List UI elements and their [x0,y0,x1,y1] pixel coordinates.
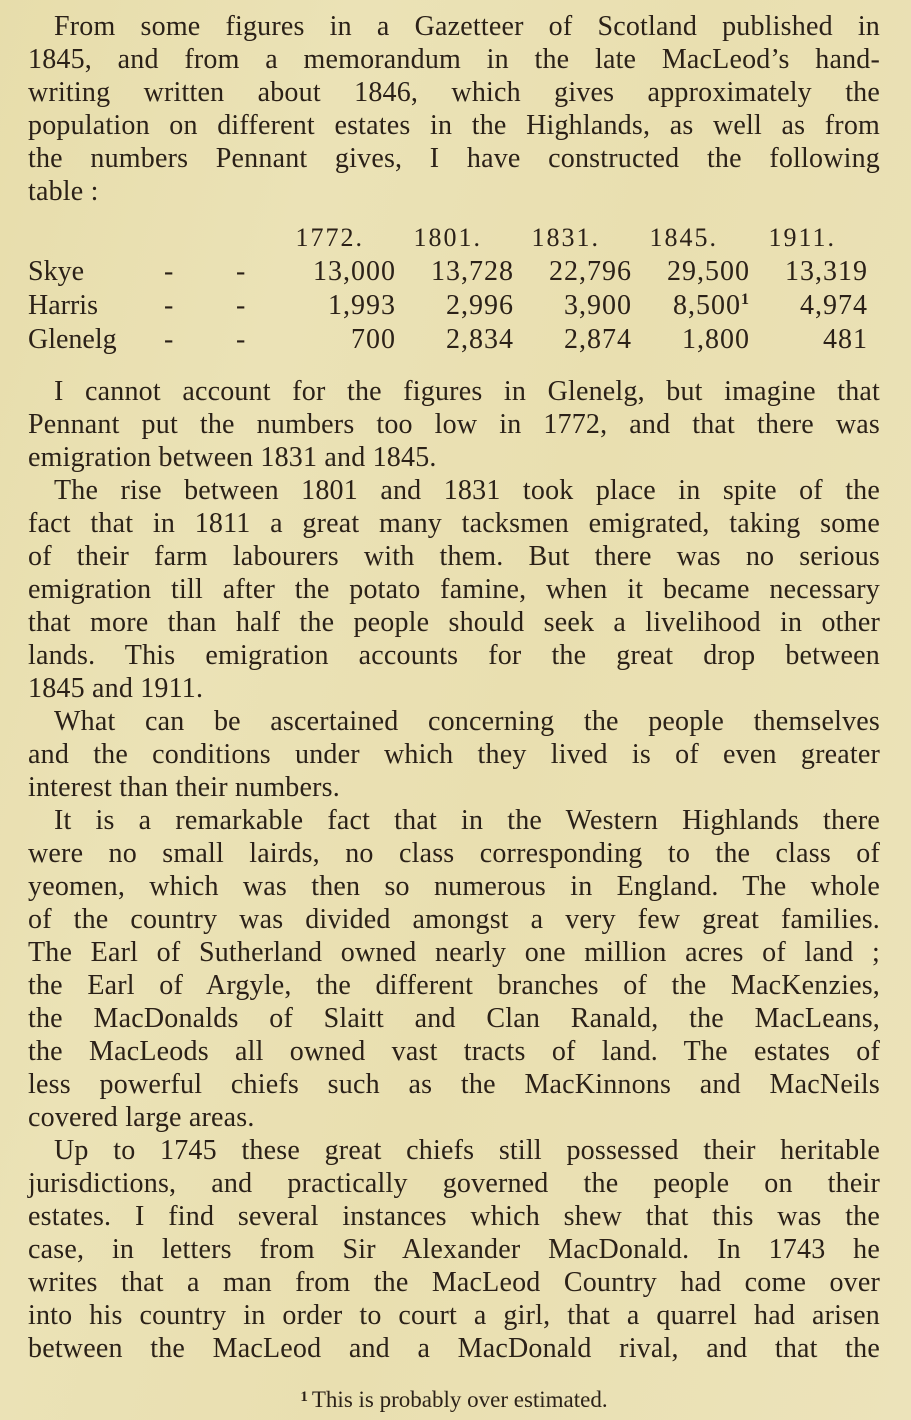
text-line: were no small lairds, no class corresponding to the class of [28,838,880,869]
text-line: into his country in order to court a girl, that a quarrel had arisen [28,1300,880,1331]
table-spacer [28,221,146,255]
paragraph [28,804,880,1134]
text-line: I cannot account for the figures in Glenelg, but imagine that [54,376,880,407]
text-line: interest than their numbers. [28,772,340,803]
text-line: It is a remarkable fact that in the Western Highlands there [54,805,880,836]
population-value: 481 [823,324,868,355]
text-line: yeomen, which was then so numerous in England. The whole [28,871,880,902]
text-line: 1845 and 1911. [28,673,204,704]
population-value: 22,796 [549,256,632,287]
population-value: 13,728 [431,256,514,287]
year-header: 1845. [649,223,718,252]
text-line: writes that a man from the MacLeod Country had come over [28,1267,880,1298]
population-value: 2,874 [564,324,632,355]
text-line: estates. I find several instances which shew that this was the [28,1201,880,1232]
text-line: that more than half the people should seek a livelihood in other [28,607,880,638]
text-line: covered large areas. [28,1102,255,1133]
footnote-marker: 1 [741,291,750,308]
footnote-text: This is probably over estimated. [311,1387,608,1412]
text-line: case, in letters from Sir Alexander MacDonald. In 1743 he [28,1234,880,1265]
content [28,10,880,1365]
footnote-marker: 1 [300,1389,308,1405]
year-header: 1801. [413,223,482,252]
text-line: table : [28,176,99,207]
paragraph [28,1134,880,1365]
dash-separator: - [236,324,246,355]
paragraph [28,375,880,474]
text-line: writing written about 1846, which gives approximately the [28,77,880,108]
dash-separator: - [236,256,246,287]
text-line: the MacLeods all owned vast tracts of land. The estates of [28,1036,880,1067]
text-line: of the country was divided amongst a very few great families. [28,904,880,935]
dash-separator: - [236,290,246,321]
text-line: jurisdictions, and practically governed the people on their [28,1168,880,1199]
dash-separator: - [164,256,174,287]
footnote [28,1383,880,1414]
year-header: 1831. [531,223,600,252]
population-value: 29,500 [667,256,750,287]
population-value: 2,996 [446,290,514,321]
table-spacer [146,221,218,255]
year-header: 1911. [768,223,836,252]
estate-label: Harris [28,290,98,321]
dash-separator: - [164,290,174,321]
text-line: less powerful chiefs such as the MacKinnons and MacNeils [28,1069,880,1100]
paragraph [28,474,880,705]
population-table [28,221,880,357]
text-line: From some figures in a Gazetteer of Scotland published in [54,11,880,42]
population-value: 4,974 [800,290,868,321]
text-line: population on different estates in the Highlands, as well as from [28,110,880,141]
text-line: between the MacLeod and a MacDonald rival, and that the [28,1333,880,1364]
text-line: lands. This emigration accounts for the great drop between [28,640,880,671]
text-line: the numbers Pennant gives, I have constructed the following [28,143,880,174]
table-spacer [218,221,290,255]
population-value: 1,993 [328,290,396,321]
text-line: The Earl of Sutherland owned nearly one million acres of land ; [28,937,880,968]
population-value: 700 [351,324,396,355]
dash-separator: - [164,324,174,355]
text-line: 1845, and from a memorandum in the late MacLeod’s hand- [28,44,880,75]
estate-label: Skye [28,256,84,287]
population-value: 13,319 [785,256,868,287]
population-value: 3,900 [564,290,632,321]
text-line: Up to 1745 these great chiefs still possessed their heritable [54,1135,880,1166]
text-line: of their farm labourers with them. But there was no serious [28,541,880,572]
text-line: emigration till after the potato famine, when it became necessary [28,574,880,605]
paragraph [28,705,880,804]
text-line: the MacDonalds of Slaitt and Clan Ranald, the MacLeans, [28,1003,880,1034]
text-line: What can be ascertained concerning the people themselves [54,706,880,737]
text-line: the Earl of Argyle, the different branches of the MacKenzies, [28,970,880,1001]
population-value: 2,834 [446,324,514,355]
estate-label: Glenelg [28,324,117,355]
text-line: Pennant put the numbers too low in 1772, and that there was [28,409,880,440]
population-value: 8,500$^1$ [673,290,750,321]
text-line: emigration between 1831 and 1845. [28,442,437,473]
year-header: 1772. [295,223,364,252]
population-value: 1,800 [682,324,750,355]
paragraph [28,10,880,208]
text-line: and the conditions under which they lived is of even greater [28,739,880,770]
text-line: fact that in 1811 a great many tacksmen emigrated, taking some [28,508,880,539]
population-value: 13,000 [313,256,396,287]
text-line: The rise between 1801 and 1831 took place in spite of the [54,475,880,506]
